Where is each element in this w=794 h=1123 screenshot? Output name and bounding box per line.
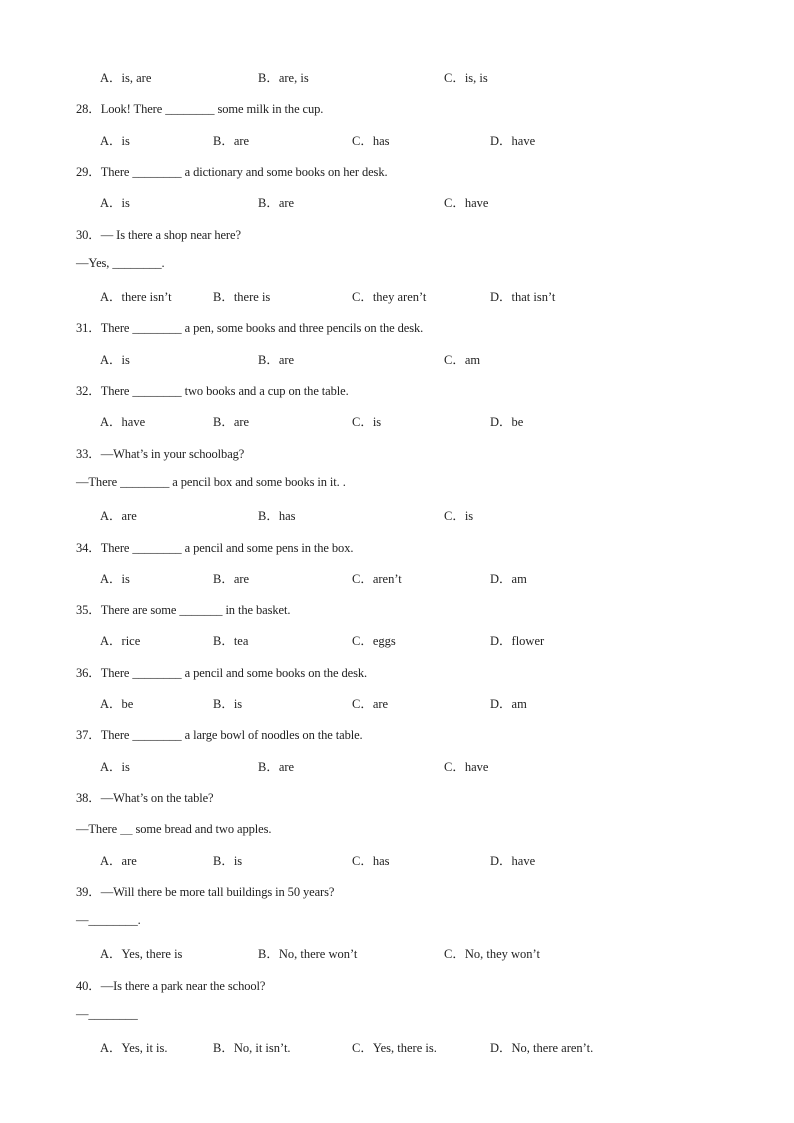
question-stem: 34．There ________ a pencil and some pens in the box. <box>76 540 354 555</box>
option-b[interactable]: B．is <box>213 853 243 868</box>
option-a[interactable]: A．rice <box>100 634 141 649</box>
option-a[interactable]: A．is <box>100 196 130 211</box>
option-b[interactable]: B．are <box>213 571 250 586</box>
question-dialogue-line: —________. <box>76 913 141 928</box>
option-c[interactable]: C．Yes, there is. <box>352 1041 437 1056</box>
option-a[interactable]: A．have <box>100 415 146 430</box>
option-c[interactable]: C．have <box>444 196 489 211</box>
option-c[interactable]: C．is, is <box>444 71 488 85</box>
option-a[interactable]: A．Yes, it is. <box>100 1041 168 1056</box>
option-b[interactable]: B．are <box>213 415 250 430</box>
option-b[interactable]: B．are <box>258 196 295 211</box>
option-c[interactable]: C．has <box>352 133 390 148</box>
option-d[interactable]: D．that isn’t <box>490 290 556 305</box>
question-stem: 29．There ________ a dictionary and some books on her desk. <box>76 164 388 179</box>
question-dialogue-line: —________ <box>76 1007 138 1021</box>
option-b[interactable]: B．No, there won’t <box>258 947 358 962</box>
option-d[interactable]: D．have <box>490 133 536 148</box>
option-c[interactable]: C．has <box>352 853 390 868</box>
option-d[interactable]: D．flower <box>490 634 545 649</box>
option-c[interactable]: C．am <box>444 352 481 367</box>
option-b[interactable]: B．there is <box>213 290 271 305</box>
option-c[interactable]: C．they aren’t <box>352 290 427 305</box>
question-stem: 30．— Is there a shop near here? <box>76 227 241 242</box>
option-a[interactable]: A．is <box>100 571 130 586</box>
option-b[interactable]: B．are <box>213 133 250 148</box>
question-dialogue-line: —Yes, ________. <box>76 255 165 270</box>
question-stem: 32．There ________ two books and a cup on the table. <box>76 384 349 398</box>
option-b[interactable]: B．No, it isn’t. <box>213 1041 291 1056</box>
option-a[interactable]: A．be <box>100 697 134 711</box>
option-a[interactable]: A．are <box>100 509 137 524</box>
option-c[interactable]: C．eggs <box>352 634 396 649</box>
option-a[interactable]: A．Yes, there is <box>100 947 183 962</box>
question-stem: 35．There are some _______ in the basket. <box>76 603 291 618</box>
option-b[interactable]: B．is <box>213 697 243 711</box>
question-stem: 33．—What’s in your schoolbag? <box>76 446 245 461</box>
option-b[interactable]: B．are, is <box>258 71 309 85</box>
question-dialogue-line: —There ＿ some bread and two apples. <box>76 822 272 837</box>
question-stem: 31．There ________ a pen, some books and three pencils on the desk. <box>76 321 424 336</box>
option-b[interactable]: B．has <box>258 509 296 524</box>
option-d[interactable]: D．am <box>490 571 527 586</box>
option-a[interactable]: A．is <box>100 352 130 367</box>
option-d[interactable]: D．No, there aren’t. <box>490 1041 594 1056</box>
question-stem: 36．There ________ a pencil and some books on the desk. <box>76 665 368 680</box>
option-c[interactable]: C．aren’t <box>352 571 402 586</box>
question-stem: 28．Look! There ________ some milk in the cup. <box>76 102 324 117</box>
option-a[interactable]: A．are <box>100 853 137 868</box>
option-a[interactable]: A．there isn’t <box>100 290 172 305</box>
option-d[interactable]: D．have <box>490 853 536 868</box>
question-stem: 38．—What’s on the table? <box>76 790 214 805</box>
option-c[interactable]: C．No, they won’t <box>444 947 540 962</box>
option-a[interactable]: A．is <box>100 133 130 148</box>
option-d[interactable]: D．am <box>490 697 527 711</box>
question-stem: 37．There ________ a large bowl of noodles on the table. <box>76 728 363 743</box>
question-stem: 40．—Is there a park near the school? <box>76 978 266 993</box>
option-c[interactable]: C．is <box>444 509 474 524</box>
option-a[interactable]: A．is, are <box>100 71 152 85</box>
option-c[interactable]: C．is <box>352 415 382 430</box>
option-b[interactable]: B．are <box>258 352 295 367</box>
option-d[interactable]: D．be <box>490 415 524 430</box>
option-b[interactable]: B．are <box>258 759 295 774</box>
option-c[interactable]: C．are <box>352 697 389 711</box>
question-dialogue-line: —There ________ a pencil box and some books in it. . <box>76 474 346 489</box>
question-stem: 39．—Will there be more tall buildings in 50 years? <box>76 884 335 899</box>
option-b[interactable]: B．tea <box>213 634 249 649</box>
option-c[interactable]: C．have <box>444 759 489 774</box>
option-a[interactable]: A．is <box>100 759 130 774</box>
